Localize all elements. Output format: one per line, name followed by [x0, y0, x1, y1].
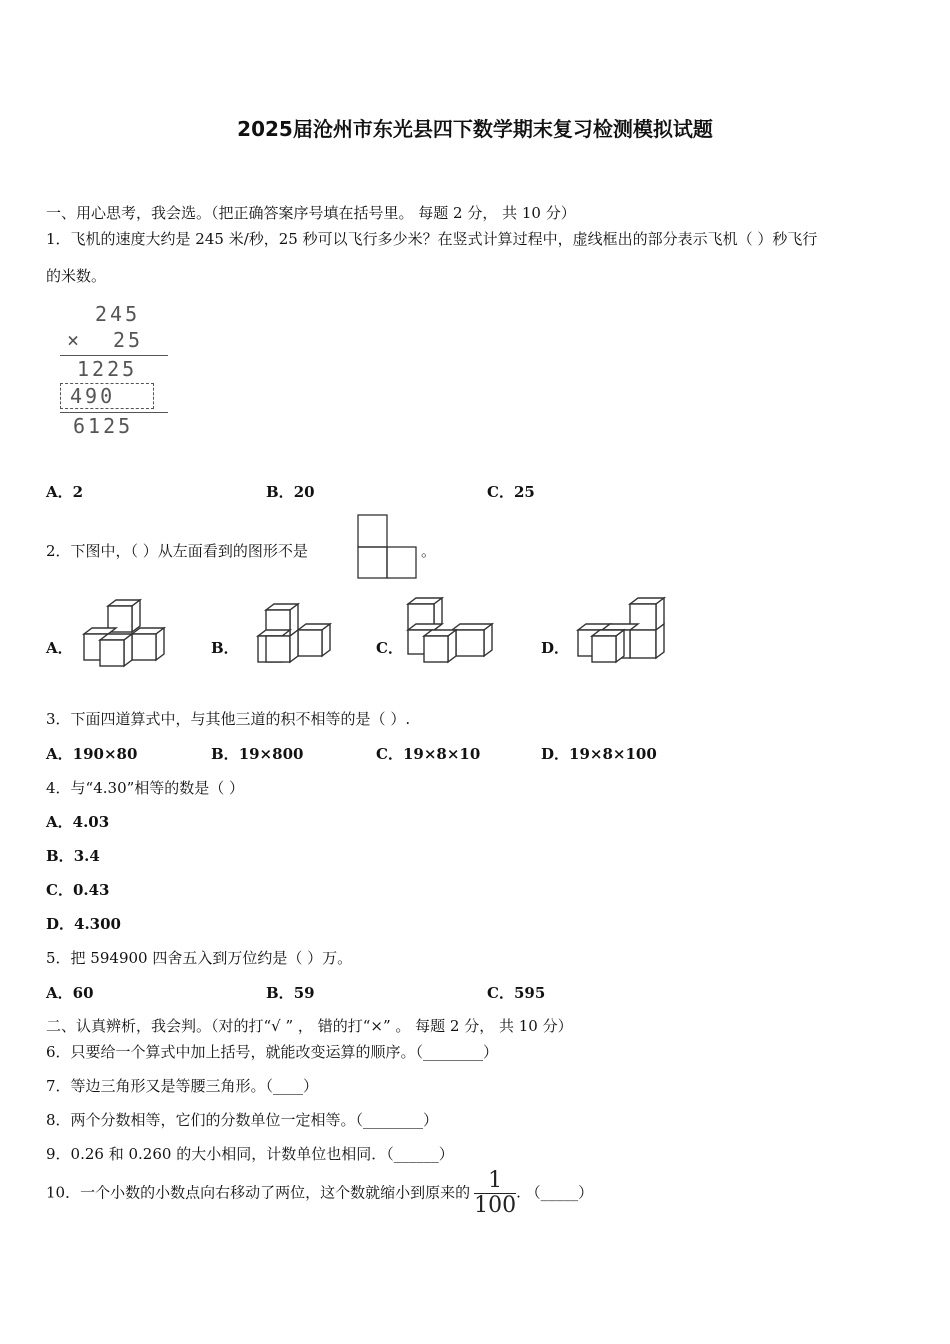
fraction-numerator: 1 [488, 1168, 503, 1193]
q4-option-c[interactable]: C．0.43 [46, 881, 110, 899]
calc-multiplicand: 245 [95, 302, 141, 326]
side-view-shape [357, 514, 419, 580]
section-1-heading: 一、用心思考，我会选。（把正确答案序号填在括号里。 每题 2 分， 共 10 分） [46, 204, 576, 222]
q3-option-a[interactable]: A．190×80 [46, 745, 138, 763]
q1-option-a[interactable]: A．2 [46, 483, 84, 501]
question-10-blank: . （_____） [516, 1183, 594, 1202]
question-2-text-end: 。 [421, 542, 437, 560]
cube-figure-b [244, 600, 336, 668]
q3-option-d[interactable]: D．19×8×100 [541, 745, 657, 763]
q1-option-b[interactable]: B．20 [266, 483, 315, 501]
question-5-text: 5．把 594900 四舍五入到万位约是（ ）万。 [46, 949, 353, 967]
question-3-text: 3．下面四道算式中，与其他三道的积不相等的是（ ）. [46, 710, 411, 728]
question-4-text: 4．与“4.30”相等的数是（ ） [46, 779, 245, 797]
calc-partial-1: 1225 [77, 357, 138, 381]
question-10 [46, 1170, 593, 1217]
q2-option-d-label[interactable]: D． [541, 639, 570, 657]
calc-divider-1 [60, 355, 168, 356]
fraction-denominator: 100 [474, 1193, 517, 1218]
q2-option-b-label[interactable]: B． [211, 639, 239, 657]
cube-figure-c [404, 594, 500, 666]
page-title: 2025届沧州市东光县四下数学期末复习检测模拟试题 [237, 117, 713, 141]
q5-option-c[interactable]: C．595 [487, 984, 546, 1002]
question-1-line-2: 的米数。 [46, 267, 107, 285]
q4-option-a[interactable]: A．4.03 [46, 813, 110, 831]
q5-option-b[interactable]: B．59 [266, 984, 315, 1002]
calc-product: 6125 [73, 414, 134, 438]
q2-option-c-label[interactable]: C． [376, 639, 403, 657]
section-2-heading: 二、认真辨析，我会判。（对的打“√ ” ， 错的打“×” 。 每题 2 分， 共 10 分） [46, 1017, 573, 1035]
calc-multiplier: 25 [113, 328, 144, 352]
question-1-line-1: 1．飞机的速度大约是 245 米/秒，25 秒可以飞行多少米？在竖式计算过程中，虚线框出的部分表示飞机（ ）秒飞行 [46, 230, 818, 248]
fraction-one-hundredth [474, 1170, 516, 1217]
question-7-text: 7．等边三角形又是等腰三角形。（____） [46, 1077, 319, 1095]
cube-figure-a [80, 596, 172, 670]
q1-option-c[interactable]: C．25 [487, 483, 535, 501]
q3-option-c[interactable]: C．19×8×10 [376, 745, 481, 763]
q2-option-a-label[interactable]: A． [46, 639, 73, 657]
q4-option-b[interactable]: B．3.4 [46, 847, 100, 865]
q4-option-d[interactable]: D．4.300 [46, 915, 121, 933]
question-9-text: 9．0.26 和 0.260 的大小相同，计数单位也相同．（______） [46, 1145, 454, 1163]
question-6-text: 6．只要给一个算式中加上括号，就能改变运算的顺序。（________） [46, 1043, 499, 1061]
cube-figure-d [574, 594, 668, 668]
question-10-text: 10．一个小数的小数点向右移动了两位，这个数就缩小到原来的 [46, 1183, 471, 1202]
calc-partial-2: 490 [70, 384, 116, 408]
q3-option-b[interactable]: B．19×800 [211, 745, 304, 763]
calc-divider-2 [60, 412, 168, 413]
calc-operator: × [67, 328, 83, 352]
question-2-text: 2．下图中，（ ）从左面看到的图形不是 [46, 542, 308, 560]
question-8-text: 8．两个分数相等，它们的分数单位一定相等。（________） [46, 1111, 439, 1129]
q5-option-a[interactable]: A．60 [46, 984, 94, 1002]
vertical-multiplication [55, 300, 175, 440]
